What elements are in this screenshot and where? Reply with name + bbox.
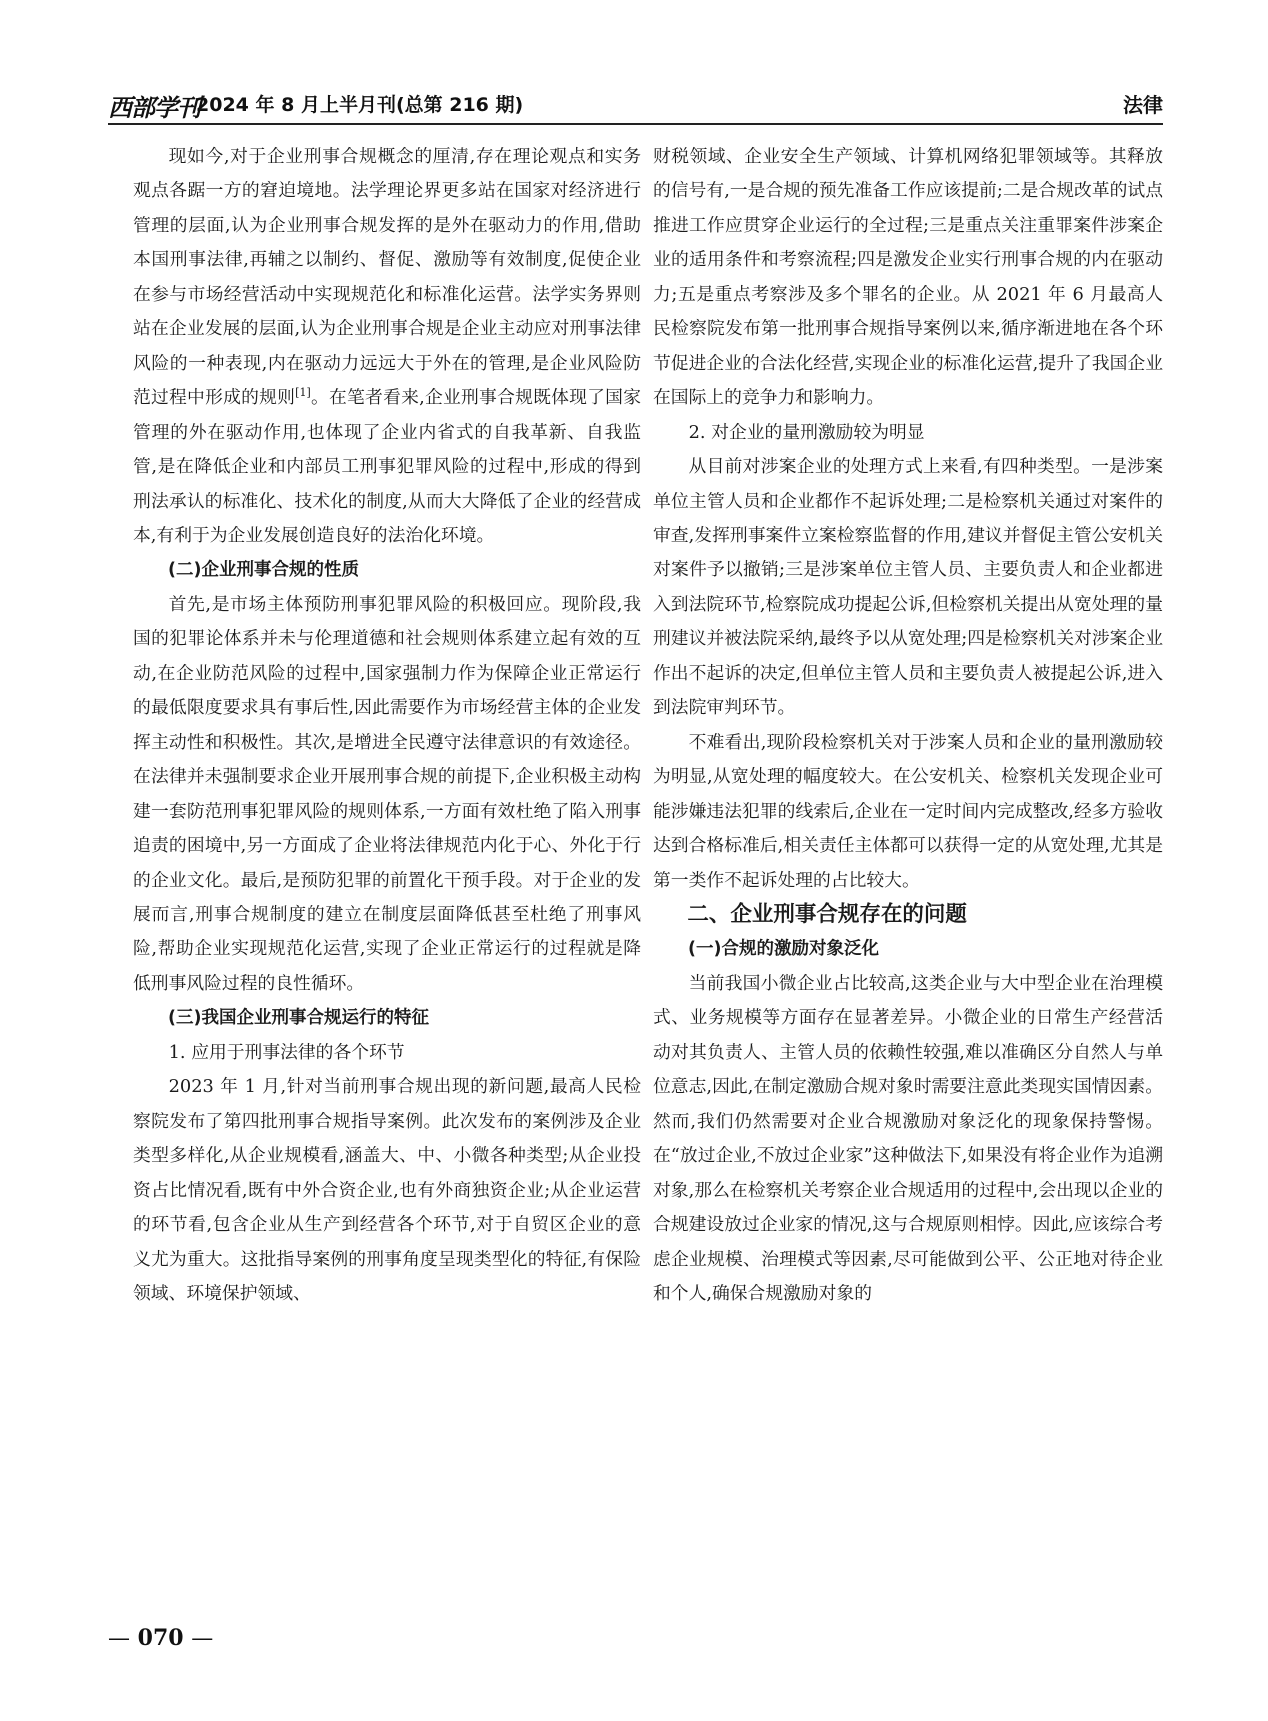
section-heading: (三)我国企业刑事合规运行的特征 <box>168 1008 429 1029</box>
subsection-heading: 1. 应用于刑事法律的各个环节 <box>168 1041 405 1063</box>
page-footer <box>108 1625 213 1655</box>
left-column <box>133 140 641 1311</box>
section-label: 法律 <box>1123 93 1163 117</box>
paragraph: 不难看出,现阶段检察机关对于涉案人员和企业的量刑激励较为明显,从宽处理的幅度较大。在公安机关、检察机关发现企业可能涉嫌违法犯罪的线索后,企业在一定时间内完成整改,经多方验收达到合格标准后,相关责任主体都可以获得一定的从宽处理,尤其是第一类作不起诉处理的占比较大。 <box>653 731 1163 891</box>
paragraph: 2023 年 1 月,针对当前刑事合规出现的新问题,最高人民检察院发布了第四批刑事合规指导案例。此次发布的案例涉及企业类型多样化,从企业规模看,涵盖大、中、小微各种类型;从企业投资占比情况看,既有中外合资企业,也有外商独资企业;从企业运营的环节看,包含企业从生产到经营各个环节,对于自贸区企业的意义尤为重大。这批指导案例的刑事角度呈现类型化的特征,有保险领域、环境保护领域、 <box>133 1076 641 1304</box>
section-heading: (一)合规的激励对象泛化 <box>688 939 879 960</box>
citation-ref: [1] <box>295 386 311 400</box>
paragraph: 首先,是市场主体预防刑事犯罪风险的积极回应。现阶段,我国的犯罪论体系并未与伦理道德和社会规则体系建立起有效的互动,在企业防范风险的过程中,国家强制力作为保障企业正常运行的最低限度要求具有事后性,因此需要作为市场经营主体的企业发挥主动性和积极性。其次,是增进全民遵守法律意识的有效途径。在法律并未强制要求企业开展刑事合规的前提下,企业积极主动构建一套防范刑事犯罪风险的规则体系,一方面有效杜绝了陷入刑事追责的困境中,另一方面成了企业将法律规范内化于心、外化于行的企业文化。最后,是预防犯罪的前置化干预手段。对于企业的发展而言,刑事合规制度的建立在制度层面降低甚至杜绝了刑事风险,帮助企业实现规范化运营,实现了企业正常运行的过程就是降低刑事风险过程的良性循环。 <box>133 593 641 994</box>
section-heading: (二)企业刑事合规的性质 <box>168 560 359 581</box>
paragraph-text: 现如今,对于企业刑事合规概念的厘清,存在理论观点和实务观点各踞一方的窘迫境地。法学理论界更多站在国家对经济进行管理的层面,认为企业刑事合规发挥的是外在驱动力的作用,借助本国刑事法律,再辅之以制约、督促、激励等有效制度,促使企业在参与市场经营活动中实现规范化和标准化运营。法学实务界则站在企业发展的层面,认为企业刑事合规是企业主动应对刑事法律风险的一种表现,内在驱动力远远大于外在的管理,是企业风险防范过程中形成的规则 <box>133 146 641 409</box>
paragraph: 财税领域、企业安全生产领域、计算机网络犯罪领域等。其释放的信号有,一是合规的预先准备工作应该提前;二是合规改革的试点推进工作应贯穿企业运行的全过程;三是重点关注重罪案件涉案企业的适用条件和考察流程;四是激发企业实行刑事合规的内在驱动力;五是重点考察涉及多个罪名的企业。从 2021 年 6 月最高人民检察院发布第一批刑事合规指导案例以来,循序渐进地在各个环节促进企业的合法化经营,实现企业的标准化运营,提升了我国企业在国际上的竞争力和影响力。 <box>653 146 1163 409</box>
page-number: 070 <box>137 1625 184 1651</box>
right-column <box>653 140 1163 1311</box>
running-header <box>108 88 1163 122</box>
journal-logo: 西部学刊 <box>108 93 200 122</box>
footer-dash-right: — <box>191 1626 214 1651</box>
footer-dash-left: — <box>108 1626 130 1651</box>
paragraph <box>133 140 641 553</box>
issue-info: 2024 年 8 月上半月刊(总第 216 期) <box>196 94 524 116</box>
paragraph: 当前我国小微企业占比较高,这类企业与大中型企业在治理模式、业务规模等方面存在显著差异。小微企业的日常生产经营活动对其负责人、主管人员的依赖性较强,难以准确区分自然人与单位意志,因此,在制定激励合规对象时需要注意此类现实国情因素。然而,我们仍然需要对企业合规激励对象泛化的现象保持警惕。在“放过企业,不放过企业家”这种做法下,如果没有将企业作为追溯对象,那么在检察机关考察企业合规适用的过程中,会出现以企业的合规建设放过企业家的情况,这与合规原则相悖。因此,应该综合考虑企业规模、治理模式等因素,尽可能做到公平、公正地对待企业和个人,确保合规激励对象的 <box>653 972 1163 1304</box>
header-rule <box>108 123 1163 125</box>
chapter-heading: 二、企业刑事合规存在的问题 <box>687 901 967 927</box>
paragraph-text: 。在笔者看来,企业刑事合规既体现了国家管理的外在驱动作用,也体现了企业内省式的自我革新、自我监管,是在降低企业和内部员工刑事犯罪风险的过程中,形成的得到刑法承认的标准化、技术化的制度,从而大大降低了企业的经营成本,有利于为企业发展创造良好的法治化环境。 <box>133 387 641 546</box>
subsection-heading: 2. 对企业的量刑激励较为明显 <box>688 421 925 443</box>
paragraph: 从目前对涉案企业的处理方式上来看,有四种类型。一是涉案单位主管人员和企业都作不起诉处理;二是检察机关通过对案件的审查,发挥刑事案件立案检察监督的作用,建议并督促主管公安机关对案件予以撤销;三是涉案单位主管人员、主要负责人和企业都进入到法院环节,检察院成功提起公诉,但检察机关提出从宽处理的量刑建议并被法院采纳,最终予以从宽处理;四是检察机关对涉案企业作出不起诉的决定,但单位主管人员和主要负责人被提起公诉,进入到法院审判环节。 <box>653 456 1163 719</box>
